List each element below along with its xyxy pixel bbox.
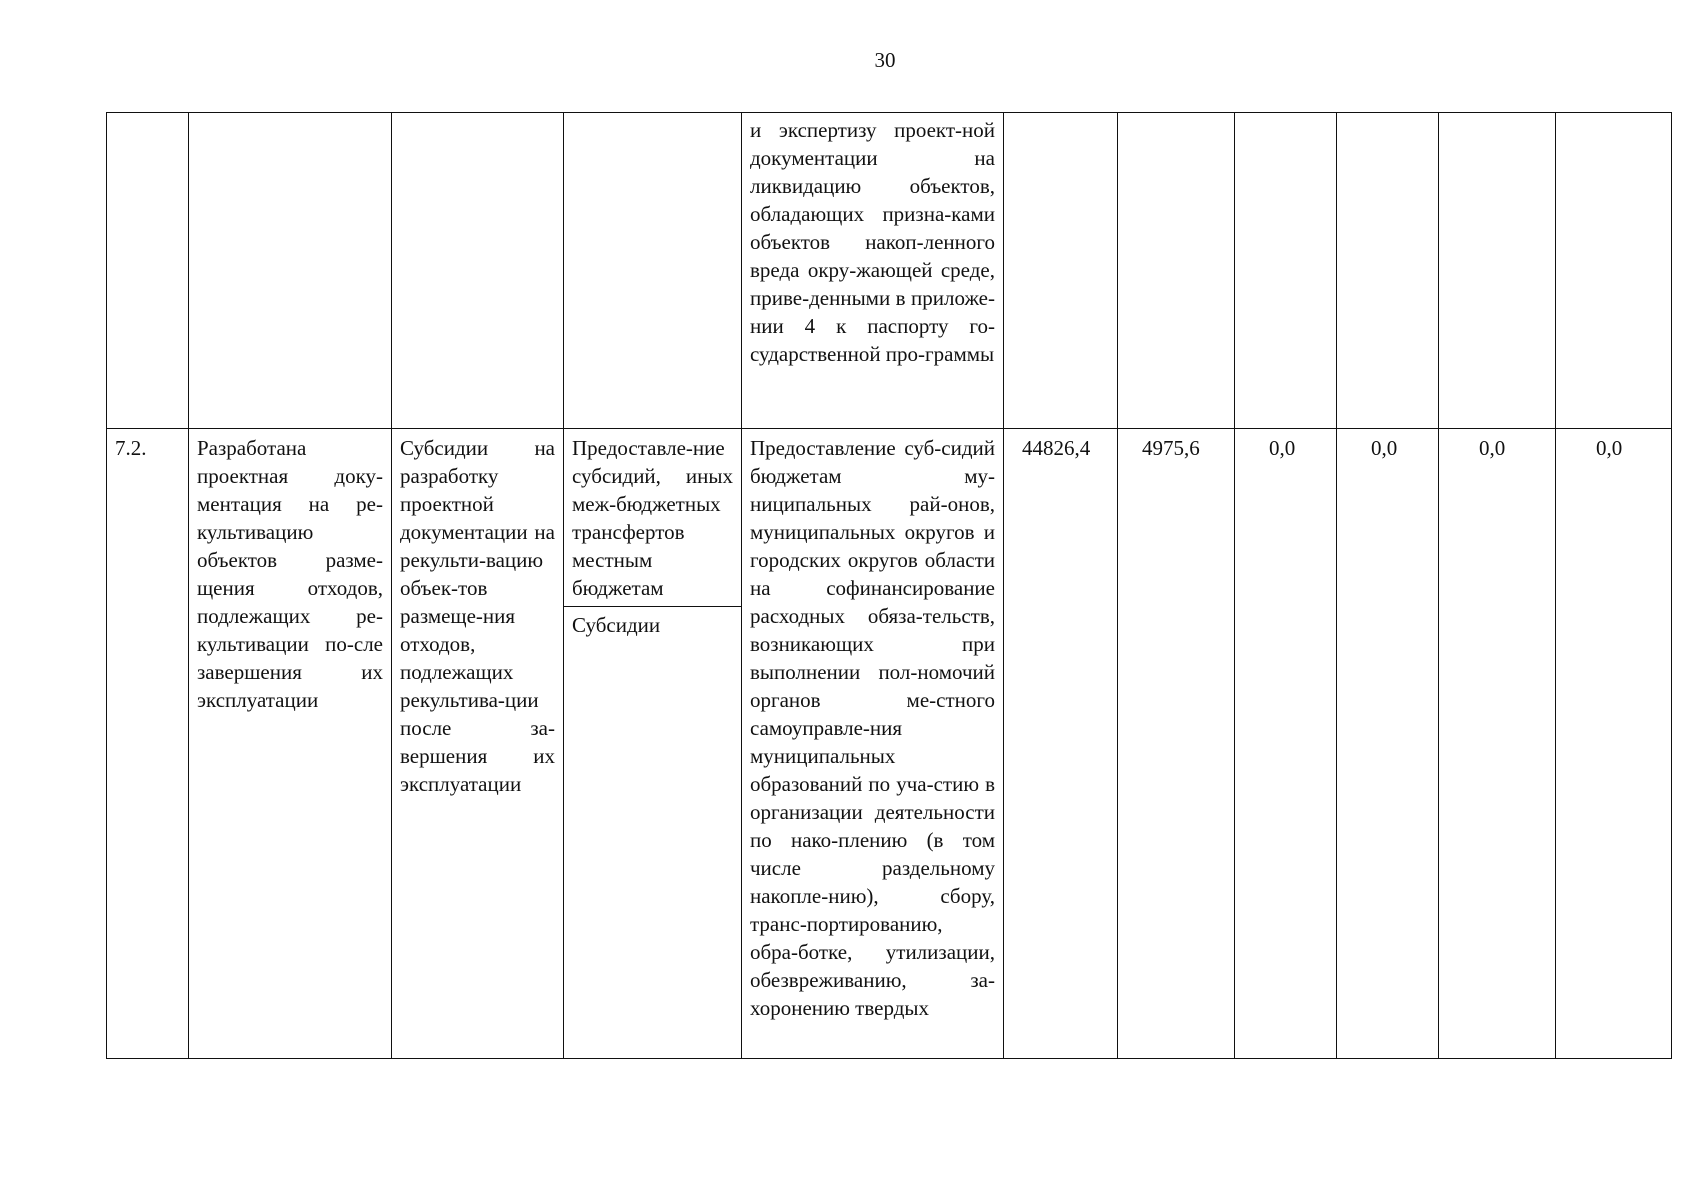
value-2: 4975,6 bbox=[1118, 429, 1235, 1059]
description-text: Предоставление суб-сидий бюджетам му-ниципальных рай-онов, муниципальных округов и городских округов области на софинансирование расходных обяза-тельств, возникающих при выполнении пол-номочий органов ме-стного самоуправле-ния муниципальных образований по уча-стию в организации деятельности по нако-плению (в том числе раздельному накопле-нию), сбору, транс-портированию, обра-ботке, утилизации, обезвреживанию, за-хоронению твердых bbox=[742, 429, 1004, 1059]
cell-value-3 bbox=[1235, 113, 1337, 429]
type-cell bbox=[564, 429, 742, 1059]
description-continuation-text: и экспертизу проект-ной документации на ликвидацию объектов, обладающих призна-ками объектов накоп-ленного вреда окру-жающей среде, приве-денными в приложе-нии 4 к паспорту го-сударственной про-граммы bbox=[750, 118, 995, 366]
value-3: 0,0 bbox=[1235, 429, 1337, 1059]
type-top-text: Предоставле-ние субсидий, иных меж-бюджетных трансфертов местным бюджетам bbox=[572, 436, 733, 600]
cell-description bbox=[742, 113, 1004, 429]
row-number: 7.2. bbox=[107, 429, 189, 1059]
budget-table bbox=[106, 112, 1672, 1059]
cell-value-5 bbox=[1439, 113, 1556, 429]
value-5: 0,0 bbox=[1439, 429, 1556, 1059]
table-row-continuation bbox=[107, 113, 1672, 429]
cell-value-6 bbox=[1556, 113, 1672, 429]
type-bottom-text: Субсидии bbox=[564, 606, 741, 639]
result-text: Разработана проектная доку-ментация на ре-культивацию объектов разме-щения отходов, подлежащих ре-культивации по-сле завершения их эксплуатации bbox=[189, 429, 392, 1059]
cell-value-4 bbox=[1337, 113, 1439, 429]
table-row-7-2 bbox=[107, 429, 1672, 1059]
cell-event bbox=[392, 113, 564, 429]
cell-number bbox=[107, 113, 189, 429]
value-1: 44826,4 bbox=[1004, 429, 1118, 1059]
cell-value-2 bbox=[1118, 113, 1235, 429]
value-6: 0,0 bbox=[1556, 429, 1672, 1059]
page-number: 30 bbox=[874, 48, 896, 72]
cell-result bbox=[189, 113, 392, 429]
value-4: 0,0 bbox=[1337, 429, 1439, 1059]
event-text: Субсидии на разработку проектной документации на рекульти-вацию объек-тов размеще-ния отходов, подлежащих рекультива-ции после за-вершения их эксплуатации bbox=[392, 429, 564, 1059]
cell-type bbox=[564, 113, 742, 429]
cell-value-1 bbox=[1004, 113, 1118, 429]
